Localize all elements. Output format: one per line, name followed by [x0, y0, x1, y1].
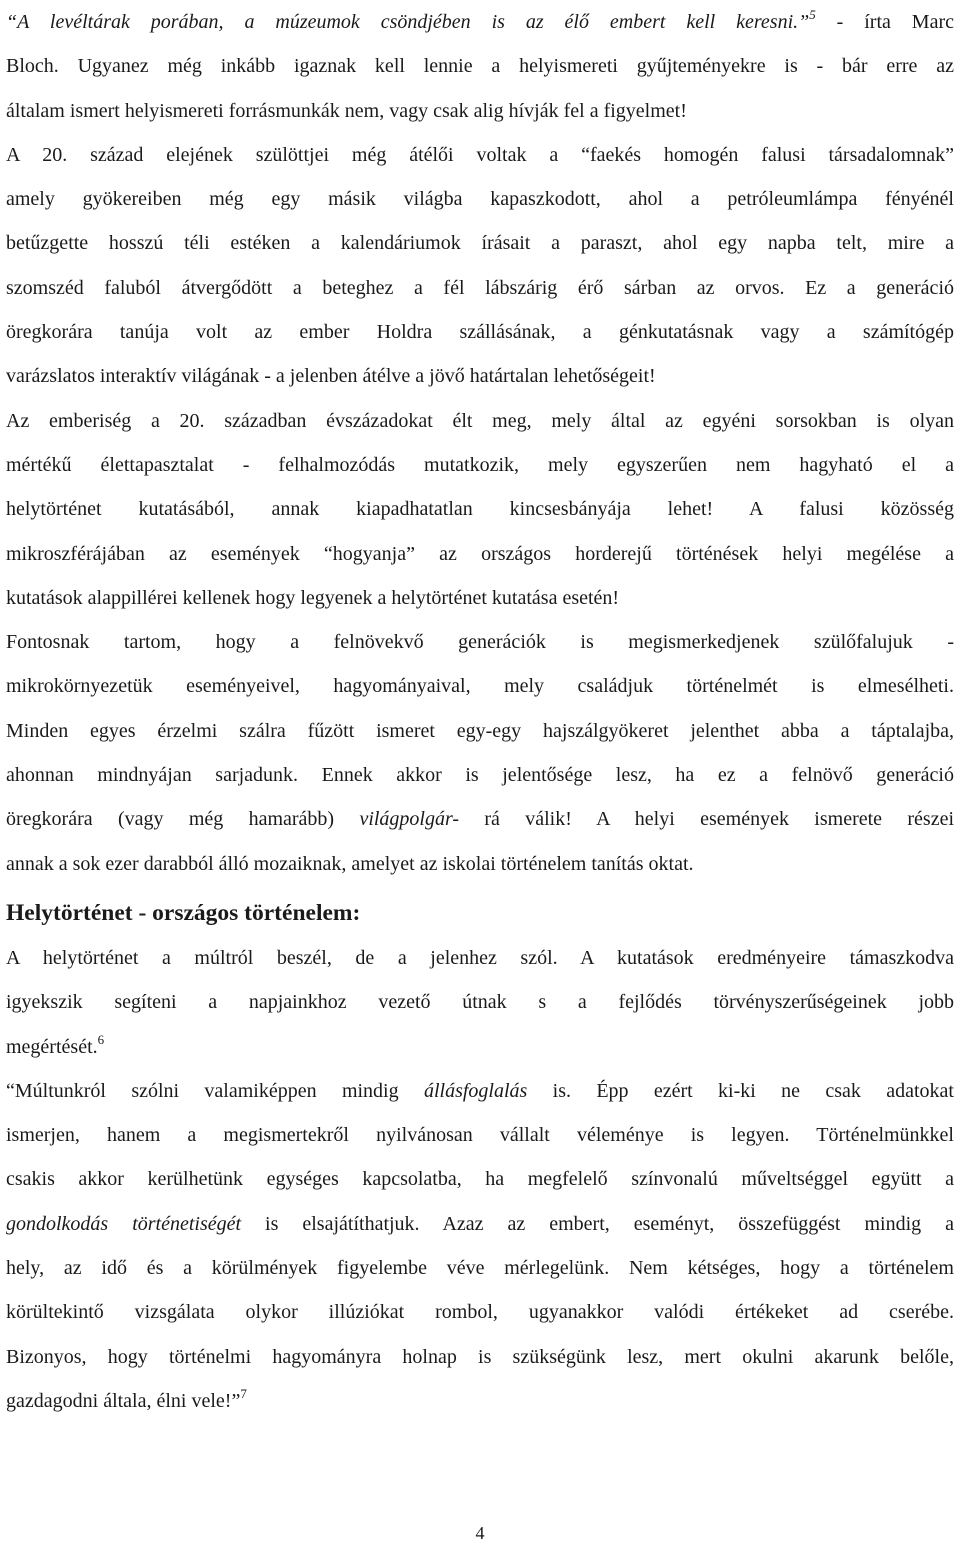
- text-span: is elsajátíthatjuk. Azaz az embert, eseményt, összefüggést mindig a: [241, 1212, 954, 1235]
- footnote-ref: 6: [97, 1031, 105, 1047]
- text-line: igyekszik segíteni a napjainkhoz vezető útnak s a fejlődés törvényszerűségeinek jobb: [6, 991, 954, 1014]
- text-line: [6, 797, 954, 841]
- text-line: [6, 1379, 954, 1423]
- text-span: megértését.: [6, 1035, 98, 1058]
- text-line: varázslatos interaktív világának - a jelenben átélve a jövő határtalan lehetőségeit!: [6, 365, 656, 388]
- italic-term: világpolgár-: [359, 808, 460, 831]
- text-line: Minden egyes érzelmi szálra fűzött ismeret egy-egy hajszálgyökeret jelenthet abba a táptalajba,: [6, 719, 954, 742]
- text-span: is. Épp ezért ki-ki ne csak adatokat: [527, 1079, 954, 1102]
- text-line: csakis akkor kerülhetünk egységes kapcsolatba, ha megfelelő színvonalú műveltséggel együtt a: [6, 1168, 954, 1191]
- text-line: mikroszférájában az események “hogyanja” az országos horderejű történések helyi megélése a: [6, 542, 954, 565]
- text-body: [6, 0, 954, 1423]
- footnote-ref: 7: [240, 1385, 247, 1401]
- quote-text: “A levéltárak porában, a múzeumok csöndjében is az élő embert kell keresni.”: [6, 11, 810, 33]
- text-line: Bloch. Ugyanez még inkább igaznak kell lennie a helyismereti gyűjteményekre is - bár erre az: [6, 55, 954, 78]
- text-line: [6, 1025, 954, 1069]
- text-line: A 20. század elejének szülöttjei még átélői voltak a “faekés homogén falusi társadalomnak”: [6, 143, 954, 166]
- italic-term: állásfoglalás: [423, 1079, 528, 1102]
- text-line: [6, 0, 954, 44]
- text-span: gazdagodni általa, élni vele!”: [6, 1389, 241, 1412]
- text-span: öregkorára (vagy még hamarább): [6, 808, 360, 831]
- section-heading: Helytörténet - országos történelem:: [6, 899, 361, 926]
- footnote-ref: 5: [809, 7, 816, 22]
- page-number: 4: [475, 1523, 485, 1543]
- text-line: ismerjen, hanem a megismertekről nyilvánosan vállalt véleménye is legyen. Történelmünkkel: [6, 1124, 954, 1147]
- text-span: “Múltunkról szólni valamiképpen mindig: [6, 1079, 424, 1102]
- text-line: mikrokörnyezetük eseményeivel, hagyományaival, mely családjuk történelmét is elmesélheti.: [6, 675, 954, 698]
- text-line: öregkorára tanúja volt az ember Holdra szállásának, a génkutatásnak vagy a számítógép: [6, 321, 954, 344]
- text-line: betűzgette hosszú téli estéken a kalendáriumok írásait a paraszt, ahol egy napba telt, mire a: [6, 232, 954, 255]
- text-line: szomszéd faluból átvergődött a beteghez a fél lábszárig érő sárban az orvos. Ez a generáció: [6, 276, 954, 299]
- text-line: hely, az idő és a körülmények figyelembe véve mérlegelünk. Nem kétséges, hogy a történelem: [6, 1257, 954, 1280]
- text-line: kutatások alappillérei kellenek hogy legyenek a helytörténet kutatása esetén!: [6, 586, 620, 609]
- italic-term: gondolkodás történetiségét: [6, 1212, 242, 1235]
- text-line: általam ismert helyismereti forrásmunkák nem, vagy csak alig hívják fel a figyelmet!: [6, 99, 687, 122]
- text-line: Bizonyos, hogy történelmi hagyományra holnap is szükségünk lesz, mert okulni akarunk belőle,: [6, 1345, 954, 1368]
- text-line: mértékű élettapasztalat - felhalmozódás mutatkozik, mely egyszerűen nem hagyható el a: [6, 453, 954, 476]
- text-line: [6, 1202, 954, 1246]
- text-line: [6, 1069, 954, 1113]
- text-span: rá válik! A helyi események ismerete részei: [459, 808, 954, 831]
- text-line: ahonnan mindnyájan sarjadunk. Ennek akkor is jelentősége lesz, ha ez a felnövő generáció: [6, 764, 954, 787]
- text-line: amely gyökereiben még egy másik világba kapaszkodott, ahol a petróleumlámpa fényénél: [6, 188, 954, 211]
- text-line: annak a sok ezer darabból álló mozaiknak, amelyet az iskolai történelem tanítás oktat.: [6, 852, 694, 875]
- text-span: - írta Marc: [815, 11, 954, 33]
- text-line: Az emberiség a 20. században évszázadokat élt meg, mely által az egyéni sorsokban is olyan: [6, 409, 954, 432]
- text-line: Fontosnak tartom, hogy a felnövekvő generációk is megismerkedjenek szülőfalujuk -: [6, 631, 954, 654]
- text-line: A helytörténet a múltról beszél, de a jelenhez szól. A kutatások eredményeire támaszkodva: [6, 946, 954, 969]
- text-line: helytörténet kutatásából, annak kiapadhatatlan kincsesbányája lehet! A falusi közösség: [6, 498, 954, 521]
- text-line: körültekintő vizsgálata olykor illúziókat rombol, ugyanakkor valódi értékeket ad cserébe.: [6, 1301, 954, 1324]
